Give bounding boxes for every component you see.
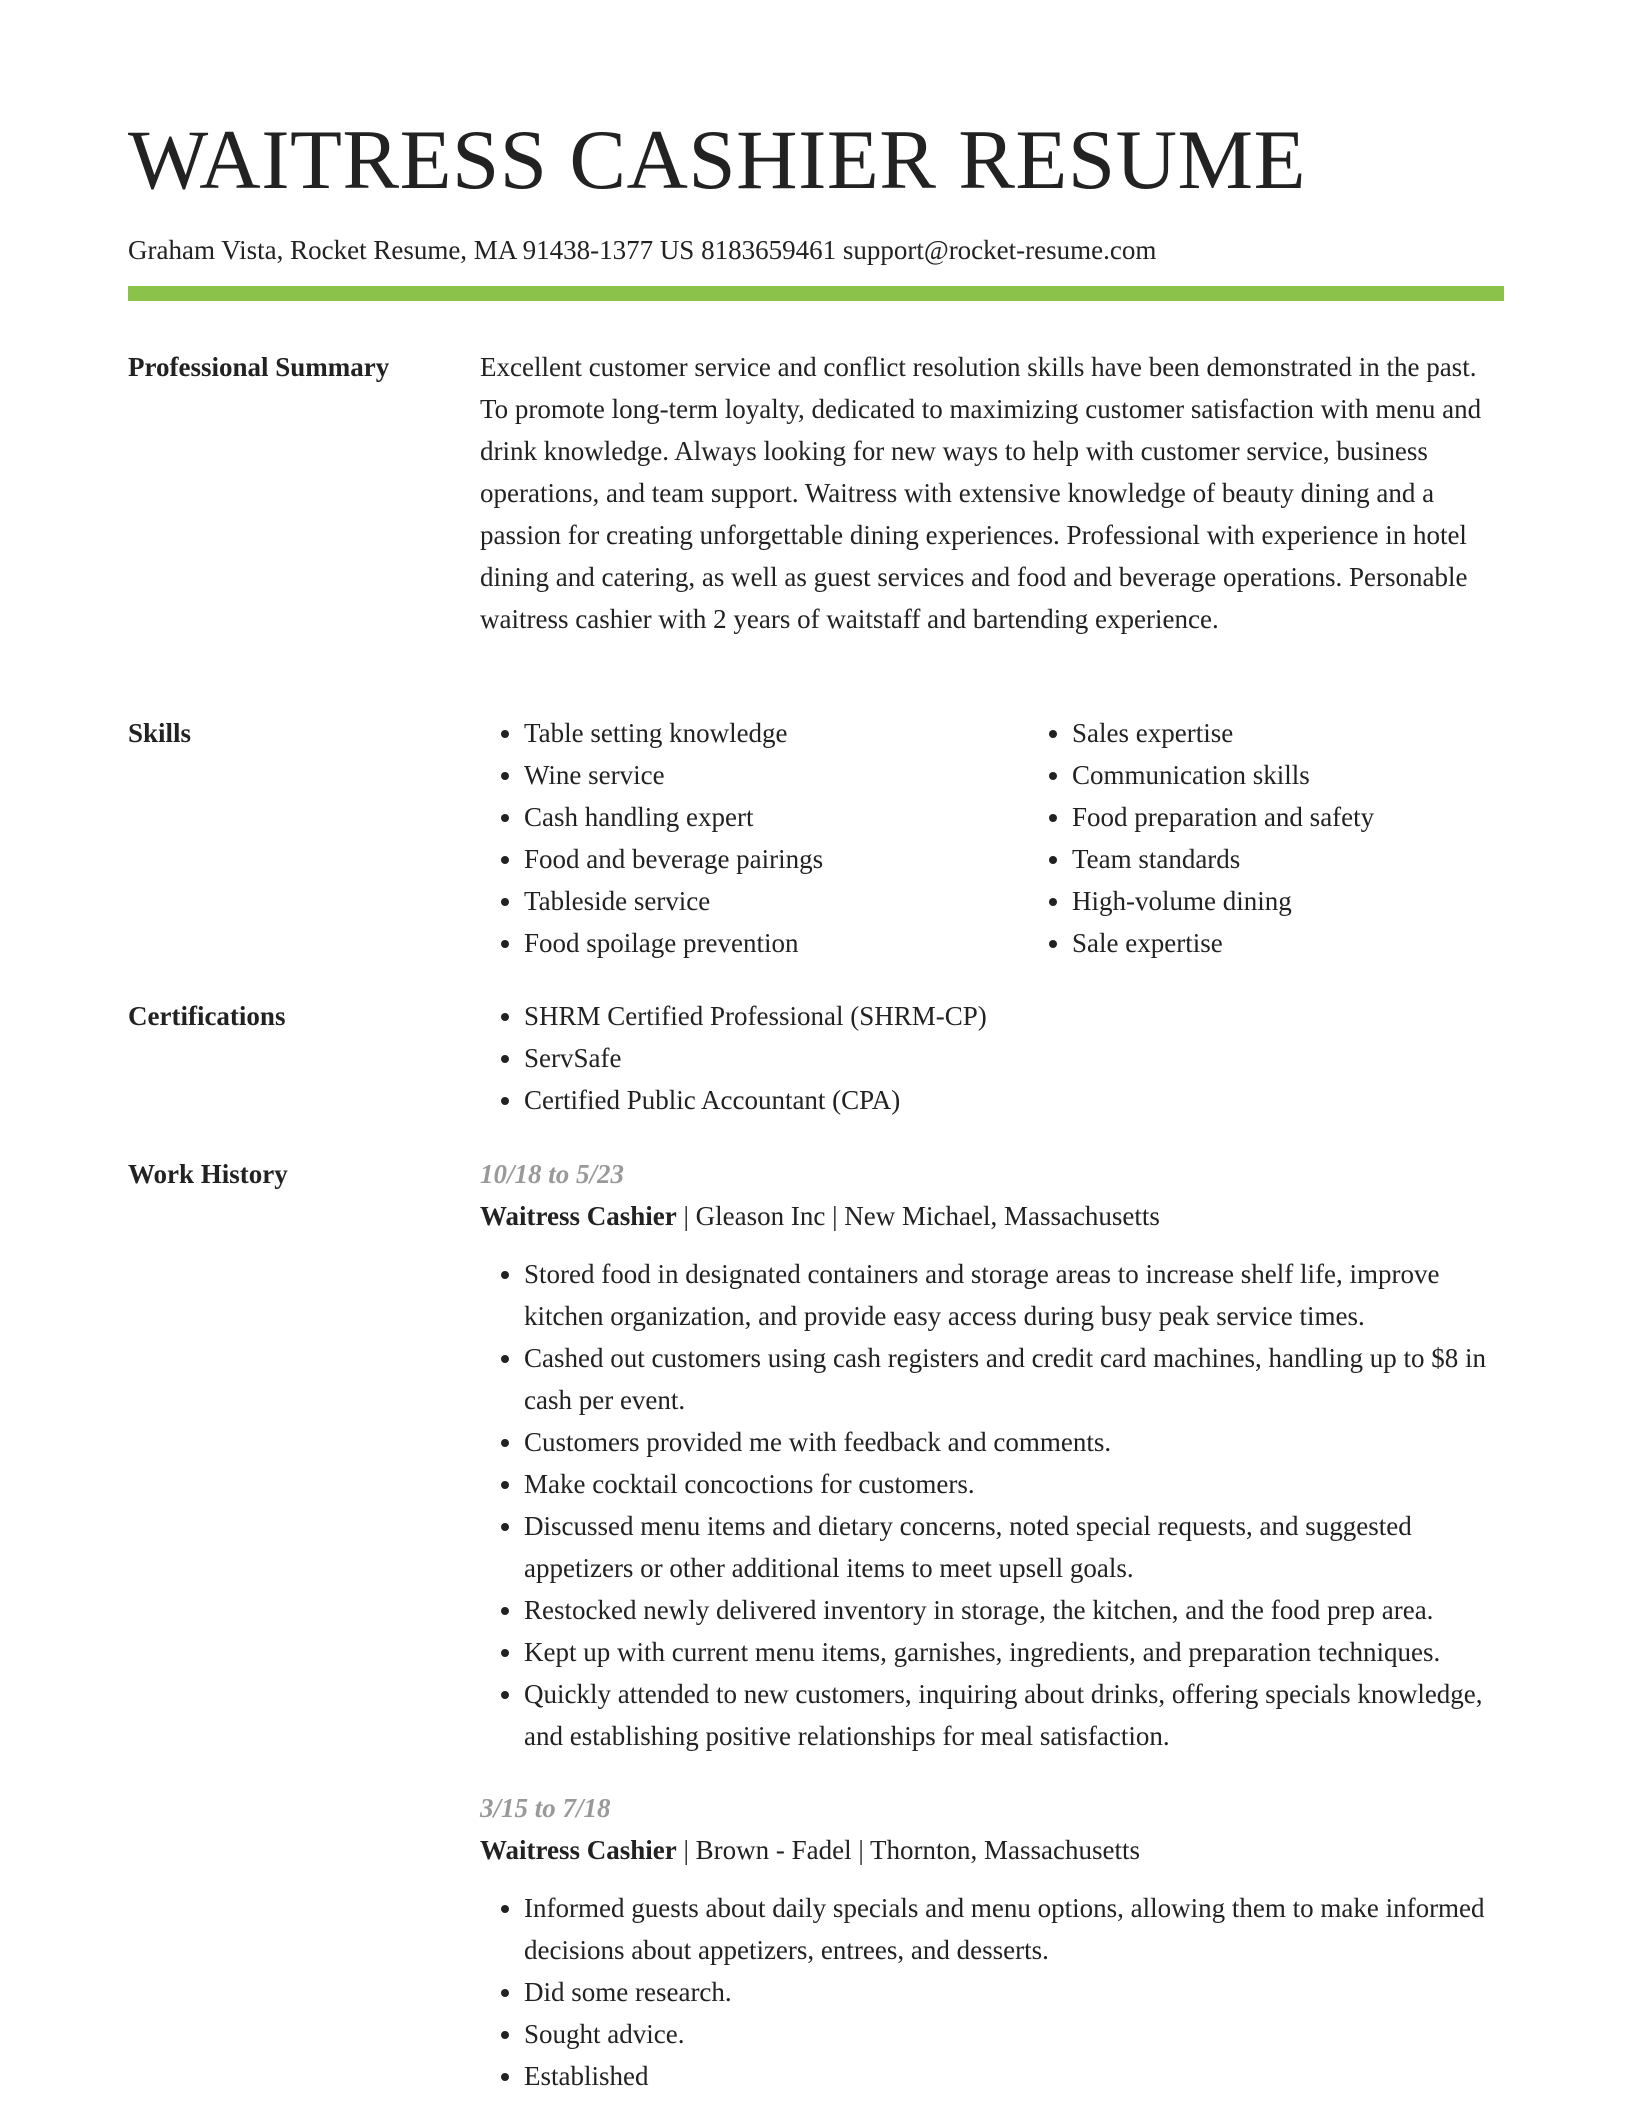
job-entry (480, 1153, 1504, 1757)
list-item: • Quickly attended to new customers, inquiring about drinks, offering specials knowledge, and establishing positive relationships for meal satisfaction. (524, 1673, 1504, 1757)
skills-list-left (480, 712, 984, 964)
job-dates: 3/15 to 7/18 (480, 1793, 611, 1823)
list-item: • ServSafe (524, 1037, 1504, 1079)
list-item: • Food and beverage pairings (524, 838, 984, 880)
list-item: • Table setting knowledge (524, 712, 984, 754)
skills-list-right (1028, 712, 1532, 964)
list-item: • Stored food in designated containers and storage areas to increase shelf life, improve kitchen organization, and provide easy access during busy peak service times. (524, 1253, 1504, 1337)
list-item: • Established (524, 2055, 1504, 2097)
work-history-label: Work History (128, 1159, 288, 1189)
job-bullets (480, 1253, 1504, 1757)
certifications-body (480, 995, 1504, 1121)
job-heading (480, 1829, 1504, 1871)
list-item: • Informed guests about daily specials and menu options, allowing them to make informed decisions about appetizers, entrees, and desserts. (524, 1887, 1504, 1971)
job-bullets (480, 1887, 1504, 2097)
skills-label: Skills (128, 718, 192, 748)
list-item: • Cashed out customers using cash registers and credit card machines, handling up to $8 in cash per event. (524, 1337, 1504, 1421)
job-dates: 10/18 to 5/23 (480, 1159, 625, 1189)
list-item: • Cash handling expert (524, 796, 984, 838)
list-item: • Kept up with current menu items, garnishes, ingredients, and preparation techniques. (524, 1631, 1504, 1673)
list-item: • Food preparation and safety (1072, 796, 1532, 838)
list-item: • Wine service (524, 754, 984, 796)
resume-title: WAITRESS CASHIER RESUME (128, 113, 1307, 207)
list-item: • Team standards (1072, 838, 1532, 880)
list-item: • Sale expertise (1072, 922, 1532, 964)
list-item: • Customers provided me with feedback and comments. (524, 1421, 1504, 1463)
job-heading (480, 1195, 1504, 1237)
certifications-list (480, 995, 1504, 1121)
work-history-body (480, 1153, 1504, 2097)
list-item: • Restocked newly delivered inventory in storage, the kitchen, and the food prep area. (524, 1589, 1504, 1631)
skills-body (480, 712, 1504, 964)
list-item: • Tableside service (524, 880, 984, 922)
job-details: | Brown - Fadel | Thornton, Massachusetts (676, 1835, 1141, 1865)
list-item: • Certified Public Accountant (CPA) (524, 1079, 1504, 1121)
job-title: Waitress Cashier (480, 1835, 677, 1865)
list-item: • Food spoilage prevention (524, 922, 984, 964)
job-entry (480, 1787, 1504, 2097)
list-item: • Sought advice. (524, 2013, 1504, 2055)
list-item: • High-volume dining (1072, 880, 1532, 922)
summary-label: Professional Summary (128, 352, 390, 382)
list-item: • Discussed menu items and dietary concerns, noted special requests, and suggested appetizers or other additional items to meet upsell goals. (524, 1505, 1504, 1589)
summary-body (480, 346, 1504, 640)
list-item: • Sales expertise (1072, 712, 1532, 754)
job-details: | Gleason Inc | New Michael, Massachusetts (676, 1201, 1160, 1231)
list-item: • Did some research. (524, 1971, 1504, 2013)
contact-line: Graham Vista, Rocket Resume, MA 91438-1377 US 8183659461 support@rocket-resume.com (128, 235, 1157, 265)
list-item: • Make cocktail concoctions for customers. (524, 1463, 1504, 1505)
list-item: • Communication skills (1072, 754, 1532, 796)
certifications-label: Certifications (128, 1001, 286, 1031)
summary-text: Excellent customer service and conflict resolution skills have been demonstrated in the past. To promote long-term loyalty, dedicated to maximizing customer satisfaction with menu and drink knowledge. Always looking for new ways to help with customer service, business operations, and team support. Waitress with extensive knowledge of beauty dining and a passion for creating unforgettable dining experiences. Professional with experience in hotel dining and catering, as well as guest services and food and beverage operations. Personable waitress cashier with 2 years of waitstaff and bartending experience. (480, 352, 1482, 634)
accent-divider (128, 286, 1504, 301)
job-title: Waitress Cashier (480, 1201, 677, 1231)
list-item: • SHRM Certified Professional (SHRM-CP) (524, 995, 1504, 1037)
